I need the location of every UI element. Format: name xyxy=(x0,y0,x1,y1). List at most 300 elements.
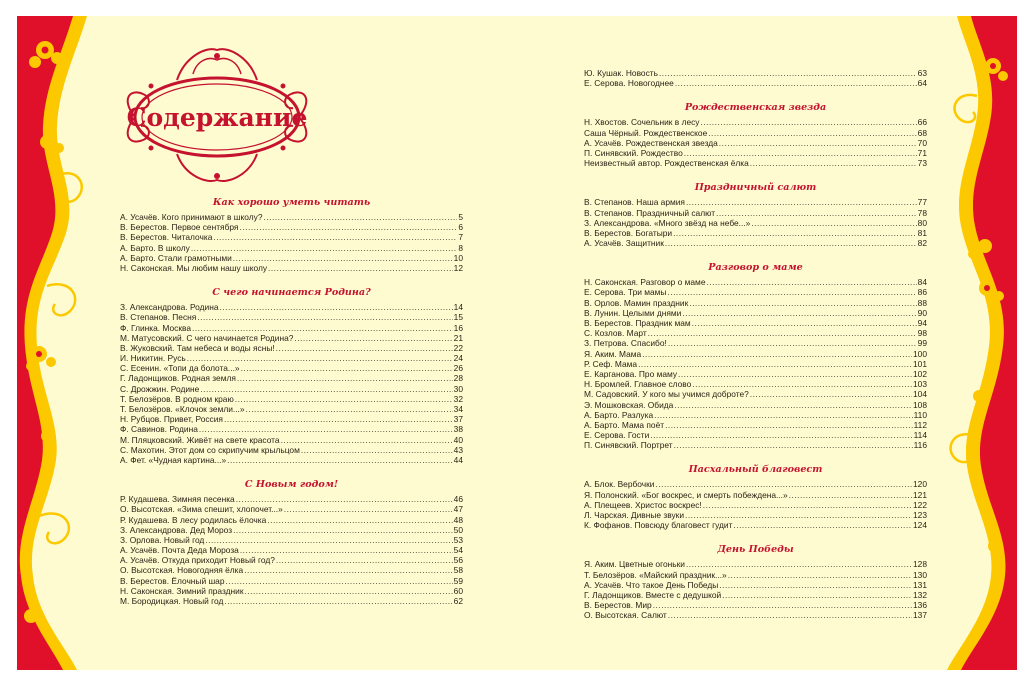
toc-entry xyxy=(584,238,927,248)
dot-leader xyxy=(241,363,453,373)
toc-entry xyxy=(584,117,927,127)
entry-page-number: 22 xyxy=(453,342,463,353)
entry-page-number: 73 xyxy=(917,158,927,169)
dot-leader xyxy=(689,298,916,308)
entry-page-number: 10 xyxy=(453,252,463,263)
toc-entry xyxy=(584,610,927,620)
toc-section xyxy=(584,168,927,248)
toc-entry xyxy=(120,212,463,222)
toc-entry xyxy=(584,359,927,369)
entry-title: В. Берестов. Праздник мам xyxy=(584,318,691,328)
dot-leader xyxy=(276,343,453,353)
dot-leader xyxy=(192,323,453,333)
entry-page-number: 104 xyxy=(913,389,927,400)
entry-title: П. Синявский. Рождество xyxy=(584,147,683,158)
toc-entry xyxy=(584,479,927,489)
toc-entry xyxy=(584,369,927,379)
entry-title: В. Берестов. Мир xyxy=(584,600,652,611)
toc-entry xyxy=(584,287,927,297)
toc-entry xyxy=(120,384,463,394)
dot-leader xyxy=(197,312,452,322)
dot-leader xyxy=(642,349,912,359)
dot-leader xyxy=(673,228,917,238)
dot-leader xyxy=(686,197,917,207)
entry-page-number: 84 xyxy=(917,277,927,288)
dot-leader xyxy=(716,208,917,218)
entry-title: Е. Серова. Три мамы xyxy=(584,287,667,298)
dot-leader xyxy=(703,500,912,510)
dot-leader xyxy=(728,570,912,580)
entry-title: А. Барто. В школу xyxy=(120,242,190,253)
entry-title: М. Бородицкая. Новый год xyxy=(120,596,224,606)
section-spacer xyxy=(584,530,927,543)
dot-leader xyxy=(648,328,917,338)
section-heading: Разговор о маме xyxy=(708,262,803,274)
toc-section xyxy=(120,196,463,273)
entry-title: З. Александрова. Дед Мороз xyxy=(120,524,233,535)
entry-page-number: 121 xyxy=(913,489,927,500)
entry-page-number: 112 xyxy=(913,419,927,430)
entry-page-number: 114 xyxy=(913,430,927,441)
toc-entry xyxy=(120,353,463,363)
dot-leader xyxy=(655,479,912,489)
section-spacer xyxy=(584,450,927,463)
entry-title: Я. Аким. Мама xyxy=(584,348,642,359)
entry-page-number: 54 xyxy=(453,545,463,556)
entry-page-number: 99 xyxy=(917,338,927,349)
entry-page-number: 50 xyxy=(453,524,463,535)
dot-leader xyxy=(239,222,457,232)
dot-leader xyxy=(246,404,453,414)
section-spacer xyxy=(120,273,463,286)
entry-title: Е. Серова. Новогоднее xyxy=(584,78,674,89)
entry-page-number: 90 xyxy=(917,307,927,318)
entry-title: П. Синявский. Портрет xyxy=(584,440,673,451)
dot-leader xyxy=(674,440,913,450)
toc-entry xyxy=(120,565,463,575)
entry-page-number: 47 xyxy=(453,504,463,515)
dot-leader xyxy=(237,373,453,383)
entry-page-number: 94 xyxy=(917,318,927,328)
toc-entry xyxy=(120,363,463,373)
toc-entry xyxy=(120,455,463,465)
dot-leader xyxy=(638,359,912,369)
entry-title: Н. Саконская. Разговор о маме xyxy=(584,277,706,288)
entry-page-number: 130 xyxy=(913,569,927,580)
toc-section xyxy=(120,465,463,606)
entry-page-number: 81 xyxy=(917,227,927,238)
dot-leader xyxy=(187,353,453,363)
entry-page-number: 60 xyxy=(453,585,463,596)
toc-entry xyxy=(584,590,927,600)
entry-page-number: 123 xyxy=(913,510,927,520)
section-spacer xyxy=(584,168,927,181)
entry-title: А. Барто. Разлука xyxy=(584,409,654,420)
toc-entry xyxy=(120,343,463,353)
toc-entry xyxy=(120,435,463,445)
entry-title: В. Берестов. Ёлочный шар xyxy=(120,575,225,586)
entry-page-number: 71 xyxy=(917,147,927,158)
toc-entry xyxy=(120,515,463,525)
entry-page-number: 122 xyxy=(913,499,927,510)
entry-page-number: 37 xyxy=(453,414,463,425)
entry-page-number: 86 xyxy=(917,287,927,298)
entry-page-number: 38 xyxy=(453,424,463,435)
dot-leader xyxy=(789,490,912,500)
entry-page-number: 100 xyxy=(913,348,927,359)
section-spacer xyxy=(120,465,463,478)
entry-page-number: 16 xyxy=(453,322,463,333)
toc-entry xyxy=(120,414,463,424)
entry-page-number: 68 xyxy=(917,127,927,138)
toc-entry xyxy=(584,208,927,218)
entry-page-number: 88 xyxy=(917,297,927,308)
toc-right-column xyxy=(584,68,927,621)
entry-title: А. Барто. Стали грамотными xyxy=(120,252,232,263)
dot-leader xyxy=(227,455,453,465)
entry-title: А. Блок. Вербочки xyxy=(584,479,655,490)
entry-title: М. Матусовский. С чего начинается Родина? xyxy=(120,332,294,343)
entry-page-number: 131 xyxy=(913,579,927,590)
dot-leader xyxy=(678,369,912,379)
dot-leader xyxy=(281,435,453,445)
toc-entry xyxy=(120,525,463,535)
entry-title: Н. Рубцов. Привет, Россия xyxy=(120,414,223,425)
toc-entry xyxy=(120,445,463,455)
entry-title: А. Усачёв. Откуда приходит Новый год? xyxy=(120,555,275,566)
dot-leader xyxy=(294,333,452,343)
dot-leader xyxy=(668,338,917,348)
entry-page-number: 137 xyxy=(913,610,927,621)
toc-entry xyxy=(120,373,463,383)
entry-page-number: 78 xyxy=(917,207,927,218)
entry-page-number: 116 xyxy=(913,440,927,451)
toc-entry xyxy=(584,78,927,88)
toc-entry xyxy=(584,500,927,510)
dot-leader xyxy=(701,117,917,127)
entry-page-number: 46 xyxy=(453,494,463,505)
toc-entry xyxy=(584,318,927,328)
entry-title: К. Фофанов. Повсюду благовест гудит xyxy=(584,520,733,531)
entry-title: З. Петрова. Спасибо! xyxy=(584,338,667,349)
section-heading: Как хорошо уметь читать xyxy=(212,197,371,208)
entry-title: Т. Белозёров. «Майский праздник...» xyxy=(584,569,727,580)
entry-title: Е. Серова. Гости xyxy=(584,430,650,441)
dot-leader xyxy=(213,232,457,242)
entry-title: Г. Ладонщиков. Вместе с дедушкой xyxy=(584,589,722,600)
entry-page-number: 132 xyxy=(913,589,927,600)
entry-page-number: 98 xyxy=(917,328,927,339)
dot-leader xyxy=(674,400,912,410)
entry-title: Г. Ладонщиков. Родная земля xyxy=(120,373,236,384)
dot-leader xyxy=(653,600,912,610)
toc-entry xyxy=(584,148,927,158)
entry-page-number: 102 xyxy=(913,368,927,379)
toc-entry xyxy=(584,197,927,207)
entry-page-number: 14 xyxy=(453,302,463,313)
entry-page-number: 120 xyxy=(913,479,927,490)
dot-leader xyxy=(224,414,453,424)
dot-leader xyxy=(665,420,913,430)
entry-page-number: 8 xyxy=(458,242,463,253)
dot-leader xyxy=(685,510,912,520)
toc-entry xyxy=(120,323,463,333)
entry-title: А. Усачёв. Рождественская звезда xyxy=(584,137,718,148)
entry-title: Т. Белозёров. «Клочок земли...» xyxy=(120,404,245,414)
dot-leader xyxy=(199,424,453,434)
entry-title: Ф. Савинов. Родина xyxy=(120,424,198,435)
entry-title: Неизвестный автор. Рождественская ёлка xyxy=(584,158,749,169)
toc-entry xyxy=(584,218,927,228)
entry-page-number: 21 xyxy=(453,332,463,343)
toc-entry xyxy=(120,394,463,404)
dot-leader xyxy=(235,394,453,404)
dot-leader xyxy=(665,238,917,248)
dot-leader xyxy=(682,308,916,318)
entry-title: О. Высотская. Новогодняя ёлка xyxy=(120,565,244,576)
entry-page-number: 40 xyxy=(453,434,463,445)
toc-entry xyxy=(584,308,927,318)
entry-title: О. Высотская. «Зима спешит, хлопочет...» xyxy=(120,504,283,515)
dot-leader xyxy=(301,445,453,455)
toc-section xyxy=(584,68,927,88)
dot-leader xyxy=(719,580,912,590)
dot-leader xyxy=(267,515,452,525)
toc-entry xyxy=(120,404,463,414)
entry-page-number: 103 xyxy=(913,379,927,390)
entry-title: А. Плещеев. Христос воскрес! xyxy=(584,499,702,510)
entry-page-number: 28 xyxy=(453,373,463,384)
toc-entry xyxy=(584,389,927,399)
dot-leader xyxy=(675,78,917,88)
toc-section xyxy=(584,88,927,168)
toc-entry xyxy=(584,580,927,590)
entry-title: Р. Кудашева. Зимняя песенка xyxy=(120,494,235,505)
entry-title: А. Фет. «Чудная картина...» xyxy=(120,454,227,465)
dot-leader xyxy=(659,68,917,78)
toc-entry xyxy=(584,559,927,569)
toc-entry xyxy=(584,68,927,78)
section-heading: Пасхальный благовест xyxy=(688,464,823,476)
entry-title: З. Александрова. Родина xyxy=(120,302,219,313)
entry-title: В. Орлов. Мамин праздник xyxy=(584,297,689,308)
toc-entry xyxy=(584,400,927,410)
entry-title: Саша Чёрный. Рождественское xyxy=(584,127,708,138)
book-spread xyxy=(17,16,1017,670)
entry-title: В. Берестов. Богатыри xyxy=(584,227,673,238)
toc-entry xyxy=(584,379,927,389)
entry-page-number: 108 xyxy=(913,399,927,410)
toc-entry xyxy=(120,576,463,586)
dot-leader xyxy=(244,565,452,575)
entry-title: Э. Мошковская. Обида xyxy=(584,399,674,410)
toc-entry xyxy=(584,510,927,520)
entry-page-number: 34 xyxy=(453,404,463,414)
entry-page-number: 12 xyxy=(453,262,463,273)
dot-leader xyxy=(268,263,453,273)
entry-title: С. Махотин. Этот дом со скрипучим крыльцом xyxy=(120,444,300,455)
section-spacer xyxy=(584,248,927,261)
entry-title: М. Пляцковский. Живёт на свете красота xyxy=(120,434,280,445)
dot-leader xyxy=(224,596,452,606)
toc-entry xyxy=(584,138,927,148)
entry-title: О. Высотская. Салют xyxy=(584,610,667,621)
entry-title: В. Жуковский. Там небеса и воды ясны! xyxy=(120,342,275,353)
toc-entry xyxy=(584,158,927,168)
toc-entry xyxy=(584,600,927,610)
dot-leader xyxy=(692,318,917,328)
dot-leader xyxy=(667,287,916,297)
entry-title: Н. Саконская. Зимний праздник xyxy=(120,585,244,596)
entry-title: Л. Чарская. Дивные звуки xyxy=(584,510,684,520)
toc-entry xyxy=(120,504,463,514)
section-spacer xyxy=(584,88,927,101)
entry-page-number: 128 xyxy=(913,559,927,570)
toc-entry xyxy=(584,520,927,530)
entry-page-number: 80 xyxy=(917,217,927,228)
toc-entry xyxy=(120,302,463,312)
entry-title: А. Барто. Мама поёт xyxy=(584,419,665,430)
dot-leader xyxy=(219,302,452,312)
entry-title: Р. Кудашева. В лесу родилась ёлочка xyxy=(120,514,267,525)
toc-entry xyxy=(584,420,927,430)
toc-entry xyxy=(120,424,463,434)
dot-leader xyxy=(722,590,912,600)
dot-leader xyxy=(245,586,453,596)
entry-title: В. Берестов. Читалочка xyxy=(120,232,213,243)
dot-leader xyxy=(236,494,453,504)
toc-section xyxy=(584,248,927,450)
dot-leader xyxy=(233,525,453,535)
toc-entry xyxy=(120,333,463,343)
toc-entry xyxy=(120,494,463,504)
entry-page-number: 62 xyxy=(453,596,463,606)
entry-page-number: 70 xyxy=(917,137,927,148)
entry-title: В. Берестов. Первое сентября xyxy=(120,222,239,233)
dot-leader xyxy=(684,148,917,158)
entry-title: Я. Аким. Цветные огоньки xyxy=(584,559,685,570)
dot-leader xyxy=(191,243,457,253)
entry-page-number: 56 xyxy=(453,555,463,566)
dot-leader xyxy=(284,504,453,514)
entry-title: С. Козлов. Март xyxy=(584,328,647,339)
entry-title: Ф. Глинка. Москва xyxy=(120,322,192,333)
entry-title: М. Садовский. У кого мы учимся доброте? xyxy=(584,389,749,400)
toc-entry xyxy=(120,535,463,545)
entry-title: В. Степанов. Песня xyxy=(120,312,197,323)
entry-page-number: 7 xyxy=(458,232,463,243)
toc-entry xyxy=(584,349,927,359)
dot-leader xyxy=(263,212,457,222)
dot-leader xyxy=(240,545,453,555)
page-title: Содержание xyxy=(126,103,308,132)
toc-entry xyxy=(120,263,463,273)
entry-title: А. Усачёв. Почта Деда Мороза xyxy=(120,545,239,556)
entry-title: В. Степанов. Наша армия xyxy=(584,197,685,208)
dot-leader xyxy=(233,253,453,263)
entry-page-number: 43 xyxy=(453,444,463,455)
section-heading: С Новым годом! xyxy=(244,479,339,491)
entry-page-number: 66 xyxy=(917,117,927,128)
dot-leader xyxy=(200,384,452,394)
toc-entry xyxy=(584,228,927,238)
entry-title: В. Степанов. Праздничный салют xyxy=(584,207,716,218)
toc-entry xyxy=(584,298,927,308)
entry-title: С. Дрожжин. Родине xyxy=(120,383,200,394)
entry-page-number: 6 xyxy=(458,222,463,233)
dot-leader xyxy=(226,576,453,586)
dot-leader xyxy=(708,128,916,138)
toc-entry xyxy=(584,570,927,580)
section-heading: Праздничный салют xyxy=(694,182,817,194)
dot-leader xyxy=(654,410,913,420)
entry-title: И. Никитин. Русь xyxy=(120,353,186,364)
entry-page-number: 5 xyxy=(458,212,463,222)
entry-title: З. Александрова. «Много звёзд на небе...» xyxy=(584,217,751,228)
toc-entry xyxy=(120,232,463,242)
toc-entry xyxy=(120,312,463,322)
section-heading: С чего начинается Родина? xyxy=(212,287,371,299)
entry-title: Н. Хвостов. Сочельник в лесу xyxy=(584,117,700,128)
entry-title: А. Усачёв. Что такое День Победы xyxy=(584,579,719,590)
entry-title: Р. Сеф. Мама xyxy=(584,358,638,369)
entry-page-number: 26 xyxy=(453,363,463,374)
entry-title: А. Усачёв. Защитник xyxy=(584,238,664,249)
entry-page-number: 30 xyxy=(453,383,463,394)
dot-leader xyxy=(719,138,917,148)
dot-leader xyxy=(706,277,916,287)
toc-entry xyxy=(584,277,927,287)
toc-left-column xyxy=(120,196,463,606)
toc-entry xyxy=(120,253,463,263)
toc-entry xyxy=(584,128,927,138)
entry-page-number: 82 xyxy=(917,238,927,249)
section-heading: День Победы xyxy=(717,544,794,556)
entry-page-number: 101 xyxy=(913,358,927,369)
entry-page-number: 77 xyxy=(917,197,927,208)
entry-page-number: 58 xyxy=(453,565,463,576)
entry-title: Н. Саконская. Мы любим нашу школу xyxy=(120,262,268,273)
entry-title: А. Усачёв. Кого принимают в школу? xyxy=(120,212,263,222)
entry-title: Е. Карганова. Про маму xyxy=(584,368,678,379)
dot-leader xyxy=(751,218,916,228)
entry-page-number: 63 xyxy=(917,68,927,78)
entry-page-number: 24 xyxy=(453,353,463,364)
entry-page-number: 59 xyxy=(453,575,463,586)
toc-section xyxy=(120,273,463,465)
entry-title: Ю. Кушак. Новость xyxy=(584,68,658,78)
entry-page-number: 124 xyxy=(913,520,927,531)
toc-entry xyxy=(584,430,927,440)
entry-page-number: 53 xyxy=(453,534,463,545)
toc-section xyxy=(584,450,927,530)
entry-page-number: 64 xyxy=(917,78,927,89)
dot-leader xyxy=(276,555,453,565)
dot-leader xyxy=(650,430,912,440)
entry-title: З. Орлова. Новый год xyxy=(120,534,205,545)
entry-title: С. Есенин. «Топи да болота...» xyxy=(120,363,240,374)
section-heading: Рождественская звезда xyxy=(684,102,827,114)
dot-leader xyxy=(750,158,917,168)
toc-entry xyxy=(120,586,463,596)
entry-page-number: 110 xyxy=(913,409,927,420)
entry-page-number: 48 xyxy=(453,514,463,525)
dot-leader xyxy=(692,379,912,389)
toc-entry xyxy=(584,440,927,450)
entry-page-number: 15 xyxy=(453,312,463,323)
toc-entry xyxy=(120,243,463,253)
toc-entry xyxy=(120,545,463,555)
